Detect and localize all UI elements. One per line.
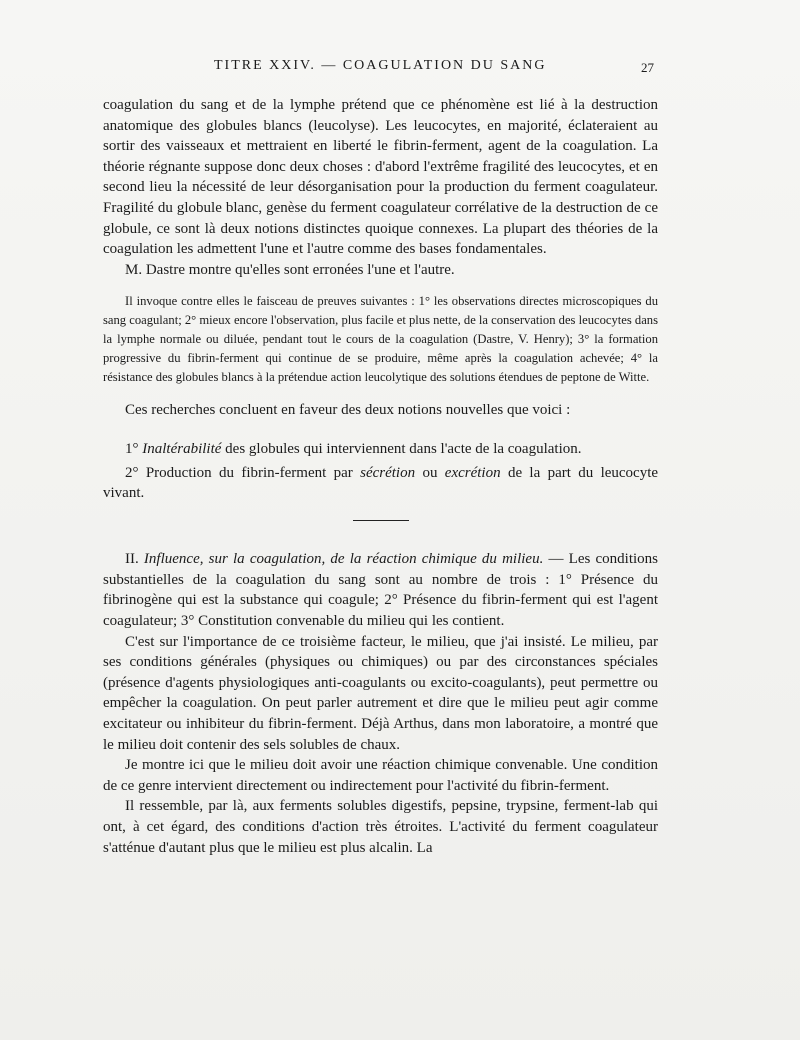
numbered-point <box>103 439 658 460</box>
running-header <box>0 58 800 80</box>
small-print-paragraph: Il invoque contre elles le faisceau de preuves suivantes : 1° les observations directes microscopiques du sang coagulant; 2° mieux encore l'observation, plus facile et plus nette, de la conservation des leucocytes dans la lymphe normale ou diluée, pendant tout le cours de la coagulation (Dastre, V. Henry); 3° la formation progressive du fibrin-ferment qui continue de se produire, même après la coagulation achevée; 4° la résistance des globules blancs à la prétendue action leucolytique des solutions étendues de peptone de Witte. <box>103 294 658 384</box>
emphasis: excrétion <box>444 464 501 481</box>
section-number: II. <box>125 551 139 568</box>
numbered-point <box>103 463 658 504</box>
page-number: 27 <box>641 60 654 75</box>
point-text: 2° Production du fibrin-ferment par <box>125 464 353 481</box>
text-body <box>103 95 658 858</box>
paragraph: Il ressemble, par là, aux ferments solubles digestifs, pepsine, trypsine, ferment-lab qui ont, à cet égard, des conditions d'action très étroites. L'activité du ferment coagulateur s'atténue d'autant plus que le milieu est plus alcalin. La <box>103 798 658 856</box>
paragraph: Je montre ici que le milieu doit avoir une réaction chimique convenable. Une condition de ce genre intervient directement ou indirectement pour l'activité du fibrin-ferment. <box>103 757 658 794</box>
point-number: 1° <box>125 440 139 457</box>
running-title: TITRE XXIV. — COAGULATION DU SANG <box>214 58 547 73</box>
point-text: de la part du leucocyte vivant. <box>103 464 659 502</box>
section-heading: Influence, sur la coagulation, de la réaction chimique du milieu. <box>143 551 544 568</box>
section-paragraph <box>103 549 658 631</box>
point-text: ou <box>422 464 438 481</box>
paragraph: coagulation du sang et de la lymphe prétend que ce phénomène est lié à la destruction anatomique des globules blancs (leucolyse). Les leucocytes, en majorité, éclateraient au sortir des vaisseaux et mettraient en liberté le fibrin-ferment, agent de la coagulation. La théorie régnante suppose donc deux choses : d'abord l'extrême fragilité des leucocytes, et en second lieu la nécessité de leur désorganisation pour la production du ferment coagulateur. Fragilité du globule blanc, genèse du ferment coagulateur corrélative de la destruction de ce globule, ce sont là deux notions distinctes quoique connexes. La plupart des théories de la coagulation les admettent l'une et l'autre comme des bases fondamentales. <box>103 97 658 258</box>
paragraph: Ces recherches concluent en faveur des deux notions nouvelles que voici : <box>125 402 571 419</box>
emphasis: sécrétion <box>360 464 416 481</box>
emphasis: Inaltérabilité <box>142 440 222 457</box>
paragraph: M. Dastre montre qu'elles sont erronées l'une et l'autre. <box>125 261 455 278</box>
point-text: des globules qui interviennent dans l'acte de la coagulation. <box>225 440 582 457</box>
section-text: — Les conditions substantielles de la coagulation du sang sont au nombre de trois : 1° Présence du fibrinogène qui est la substance qui coagule; 2° Présence du fibrin-ferment qui est l'agent coagulateur; 3° Constitution convenable du milieu qui les contient. <box>103 551 658 629</box>
section-divider <box>353 520 409 522</box>
paragraph: C'est sur l'importance de ce troisième facteur, le milieu, que j'ai insisté. Le milieu, par ses conditions générales (physiques ou chimiques) ou par des circonstances spéciales (présence d'agents physiologiques anti-coagulants ou excito-coagulants), peut permettre ou empêcher la coagulation. On peut parler autrement et dire que le milieu peut agir comme excitateur ou inhibiteur du fibrin-ferment. Déjà Arthus, dans mon laboratoire, a montré que le milieu doit contenir des sels solubles de chaux. <box>103 633 658 753</box>
